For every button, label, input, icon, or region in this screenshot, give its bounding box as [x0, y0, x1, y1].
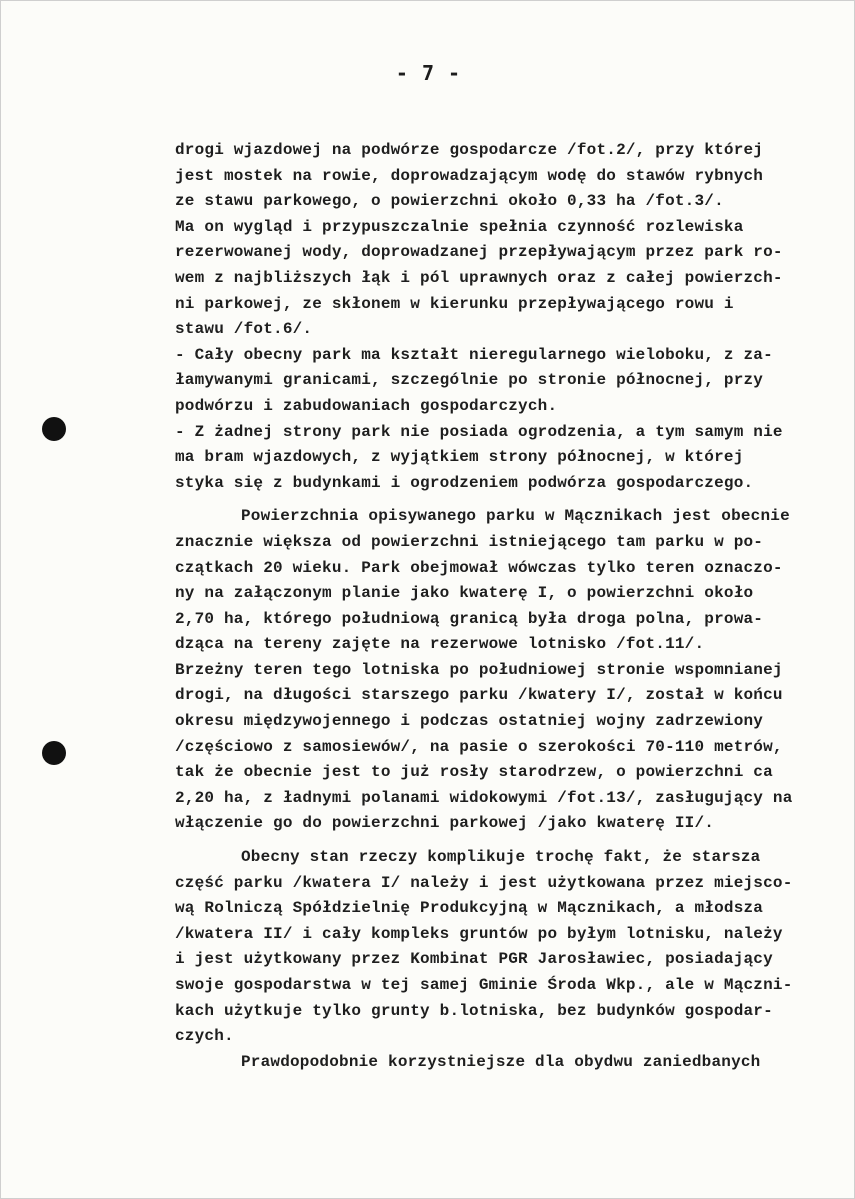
text-line-18: ny na załączonym planie jako kwaterę I, o powierzchni około	[175, 584, 754, 603]
text-line-11: podwórzu i zabudowaniach gospodarczych.	[175, 396, 558, 415]
text-line-36: Prawdopodobnie korzystniejsze dla obydwu zaniedbanych	[241, 1052, 761, 1071]
text-line-20: dząca na tereny zajęte na rezerwowe lotnisko /fot.11/.	[175, 635, 705, 654]
text-line-34: kach użytkuje tylko grunty b.lotniska, bez budynków gospodar-	[175, 1001, 773, 1020]
text-line-31: /kwatera II/ i cały kompleks gruntów po byłym lotnisku, należy	[175, 924, 783, 943]
text-line-10: łamywanymi granicami, szczególnie po stronie północnej, przy	[175, 371, 764, 390]
text-line-28: Obecny stan rzeczy komplikuje trochę fakt, że starsza	[241, 848, 761, 867]
text-line-2: jest mostek na rowie, doprowadzającym wodę do stawów rybnych	[175, 166, 764, 185]
text-line-5: rezerwowanej wody, doprowadzanej przepływającym przez park ro-	[175, 243, 783, 262]
text-line-3: ze stawu parkowego, o powierzchni około 0,33 ha /fot.3/.	[175, 192, 724, 211]
text-line-1: drogi wjazdowej na podwórze gospodarcze /fot.2/, przy której	[175, 141, 764, 159]
text-line-14: styka się z budynkami i ogrodzeniem podwórza gospodarczego.	[175, 473, 754, 492]
text-line-24: /częściowo z samosiewów/, na pasie o szerokości 70-110 metrów,	[175, 737, 783, 756]
text-line-13: ma bram wjazdowych, z wyjątkiem strony północnej, w której	[175, 448, 744, 467]
text-line-23: okresu międzywojennego i podczas ostatniej wojny zadrzewiony	[175, 712, 764, 731]
text-line-15: Powierzchnia opisywanego parku w Mącznikach jest obecnie	[241, 507, 790, 526]
text-line-16: znacznie większa od powierzchni istniejącego tam parku w po-	[175, 532, 764, 551]
page-number: - 7 -	[395, 61, 462, 85]
typed-text-body	[175, 138, 855, 1075]
text-line-7: ni parkowej, ze skłonem w kierunku przepływającego rowu i	[175, 294, 734, 313]
text-line-35: czych.	[175, 1027, 234, 1046]
text-line-17: czątkach 20 wieku. Park obejmował wówczas tylko teren oznaczo-	[175, 558, 783, 577]
text-line-21: Brzeżny teren tego lotniska po południowej stronie wspomnianej	[175, 660, 783, 679]
text-line-19: 2,70 ha, którego południową granicą była droga polna, prowa-	[175, 609, 764, 628]
text-line-33: swoje gospodarstwa w tej samej Gminie Środa Wkp., ale w Mączni-	[175, 976, 793, 994]
text-line-9: - Cały obecny park ma kształt nieregularnego wieloboku, z za-	[175, 345, 773, 364]
text-line-22: drogi, na długości starszego parku /kwatery I/, został w końcu	[175, 686, 783, 705]
text-line-27: włączenie go do powierzchni parkowej /jako kwaterę II/.	[175, 814, 715, 833]
text-line-32: i jest użytkowany przez Kombinat PGR Jarosławiec, posiadający	[175, 950, 773, 969]
text-line-29: część parku /kwatera I/ należy i jest użytkowana przez miejsco-	[175, 873, 793, 892]
text-line-8: stawu /fot.6/.	[175, 320, 313, 339]
text-line-26: 2,20 ha, z ładnymi polanami widokowymi /fot.13/, zasługujący na	[175, 788, 793, 807]
text-line-4: Ma on wygląd i przypuszczalnie spełnia czynność rozlewiska	[175, 217, 744, 236]
binder-hole-top	[42, 417, 66, 441]
text-line-12: - Z żadnej strony park nie posiada ogrodzenia, a tym samym nie	[175, 422, 783, 441]
text-line-6: wem z najbliższych łąk i pól uprawnych oraz z całej powierzch-	[175, 268, 783, 287]
binder-hole-bottom	[42, 741, 66, 765]
text-line-25: tak że obecnie jest to już rosły starodrzew, o powierzchni ca	[175, 763, 773, 782]
text-line-30: wą Rolniczą Spółdzielnię Produkcyjną w Mącznikach, a młodsza	[175, 899, 764, 918]
